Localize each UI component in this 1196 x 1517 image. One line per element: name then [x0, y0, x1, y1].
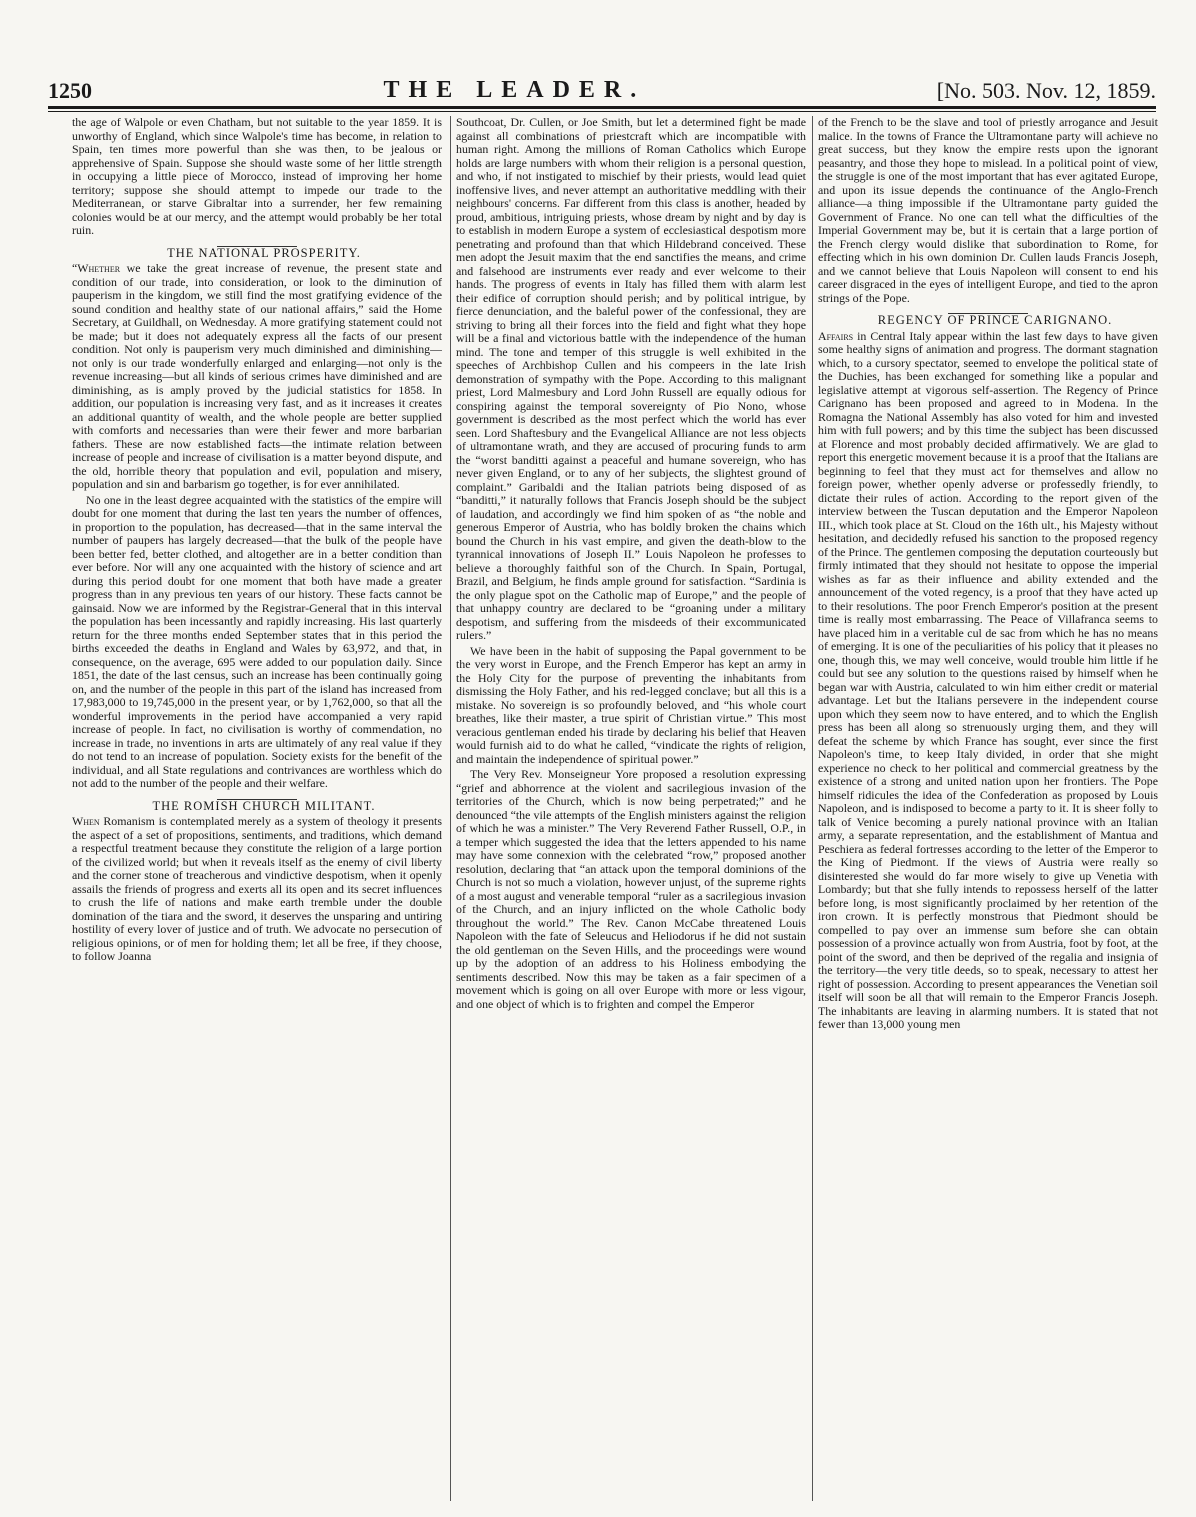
paragraph	[818, 330, 1158, 1032]
drop-word: When	[72, 814, 100, 828]
paragraph: We have been in the habit of supposing the Papal government to be the very worst in Europe, and the French Emperor has kept an army in the Holy City for the purpose of preventing the inhabitants from dismissing the Holy Father, and his red-legged conclave; but all this is a mistake. No sovereign is so profoundly beloved, and “his whole court breathes, like their master, a true spirit of Christian virtue.” This most veracious gentleman ended his tirade by declaring his belief that Heaven would furnish aid to do what he called, “vindicate the rights of religion, and maintain the independence of spiritual power.”	[456, 643, 806, 766]
masthead-rule-thin	[48, 111, 1156, 112]
column-1	[72, 116, 442, 1501]
paragraph: of the French to be the slave and tool of priestly arrogance and Jesuit malice. In the towns of France the Ultramontane party will achieve no great success, but they know the empire rests upon the ignorant peasantry, and those they hope to mislead. In a political point of view, the struggle is one of the most important that has ever agitated Europe, and upon its issue depends the continuance of the Anglo-French alliance—a thing impossible if the Ultramontane party guided the Government of France. No one can tell what the difficulties of the Imperial Government may be, but it is certain that a large portion of the French clergy would dislike that subordination to Rome, for effecting which in his own dominion Dr. Cullen lauds Francis Joseph, and we cannot believe that Louis Napoleon will consent to end his career disgraced in the eyes of intelligent Europe, and tied to the apron strings of the Pope.	[818, 116, 1158, 305]
paragraph-text: we take the great increase of revenue, the present state and condition of our trade, into consideration, or look to the diminution of pauperism in the kingdom, we still find the most gratifying evidence of the sound condition and healthy state of our national affairs,” said the Home Secretary, at Guildhall, on Wednesday. A more gratifying statement could not be made; but it does not adequately express all the facts of our present condition. Not only is pauperism very much diminished and diminishing—not only is our trade wonderfully enlarged and enlarging—not only is the revenue increasing—but all kinds of serious crimes have diminished and are diminishing, as is amply proved by the judicial statistics for 1858. In addition, our population is increasing very fast, and as it increases it creates an additional quantity of wealth, and the whole people are better supplied with comforts and necessaries than were their fewer and more barbarian fathers. These are now established facts—the intimate relation between increase of people and increase of civilisation is a matter beyond dispute, and the old, horrible theory that population and evil, population and misery, population and sin and barbarism go together, is for ever annihilated.	[72, 261, 442, 491]
masthead-rule	[48, 106, 1156, 109]
paragraph: The Very Rev. Monseigneur Yore proposed a resolution expressing “grief and abhorrence at the violent and sacrilegious invasion of the territories of the Church, which is now being perpetrated;” and he denounced “the vile attempts of the English ministers against the religion of which he was a minister.” The Very Reverend Father Russell, O.P., in a temper which suggested the idea that the letters appended to his name may have some connexion with the celebrated “row,” proposed another resolution, declaring that “an attack upon the temporal dominions of the Church is not so much a violation, however unjust, of the supreme rights of a most august and venerable temporal “ruler as a sacrilegious invasion of the Church, and an injury inflicted on the whole Catholic body throughout the world.” The Rev. Canon McCabe threatened Louis Napoleon with the fate of Seleucus and Heliodorus if he did not sustain the old gentleman on the Seven Hills, and the proceedings were wound up by the adoption of an address to his Holiness embodying the sentiments described. Now this may be taken as a fair specimen of a movement which is going on all over Europe with more or less vigour, and one object of which is to frighten and compel the Emperor	[456, 767, 806, 1011]
column-separator	[812, 116, 813, 1501]
section-heading-romish-church: THE ROMISH CHURCH MILITANT.	[152, 798, 376, 813]
column-2	[456, 116, 806, 1501]
paragraph: Southcoat, Dr. Cullen, or Joe Smith, but let a determined fight be made against all combinations of priestcraft which are incompatible with human right. Among the millions of Roman Catholics which Europe holds are large numbers with whom their religion is a personal question, and who, if not instigated to mischief by their priests, would lead quiet inoffensive lives, and never attempt an authoritative meddling with their neighbours' concerns. Far different from this class is another, headed by proud, ambitious, intriguing priests, whose dream by night and by day is to establish in modern Europe a system of ecclesiastical despotism more penetrating and profound than that which Hildebrand conceived. These men adopt the Jesuit maxim that the end sanctifies the means, and crime and falsehood are instruments ever ready and ever welcome to their hands. The progress of events in Italy has filled them with alarm lest their edifice of corruption should perish; and by political intrigue, by fierce denunciation, and the baleful power of the confessional, they are striving to bring all their forces into the field and fight what they hope will be a final and victorious battle with the independence of the human mind. The tone and temper of this struggle is well exhibited in the speeches of Archbishop Cullen and his compeers in the late Irish demonstration of sympathy with the Pope. According to this malignant priest, Lord Malmesbury and Lord John Russell are equally odious for conspiring against the temporal sovereignty of Pio Nono, whose government is described as the most perfect which the world has ever seen. Lord Shaftesbury and the Evangelical Alliance are not less objects of ultramontane wrath, and they are accused of procuring funds to arm the “worst banditti against a peaceful and humane sovereign, who has never given England, or to any of her subjects, the slightest ground of complaint.” Garibaldi and the Italian patriots being disposed of as “banditti,” it naturally follows that Francis Joseph should be the subject of laudation, and accordingly we find him spoken of as “the noble and generous Emperor of Austria, who has boldly broken the chains which bound the Church in his vast empire, and given the death-blow to the tyrannical innovations of Joseph II.” Louis Napoleon he professes to believe a thoroughly faithful son of the Church. In Spain, Portugal, Brazil, and Belgium, he finds ample ground for satisfaction. “Sardinia is the only plague spot on the Catholic map of Europe,” and the people of that unhappy country are declared to be “groaning under a military despotism, and suffering from the misdeeds of their excommunicated rulers.”	[456, 116, 806, 642]
publication-title: THE LEADER.	[383, 77, 646, 103]
paragraph	[72, 262, 442, 492]
masthead	[48, 72, 1156, 104]
drop-word: Affairs	[818, 328, 854, 343]
section-heading-national-prosperity: THE NATIONAL PROSPERITY.	[167, 245, 361, 260]
section-heading-regency: REGENCY OF PRINCE CARIGNANO.	[877, 313, 1113, 327]
page-number: 1250	[48, 78, 92, 103]
issue-info: [No. 503. Nov. 12, 1859.	[936, 78, 1156, 103]
paragraph-text: in Central Italy appear within the last few days to have given some healthy signs of animation and progress. The dormant stagnation which, to a cursory spectator, seemed to envelope the political state of the Duchies, has been exchanged for something like a popular and legislative attempt at vigorous self-assertion. The Regency of Prince Carignano has been proposed and agreed to in Modena. In the Romagna the National Assembly has also voted for him and invested him with full powers; and by this time the subject has been discussed at Florence and most probably decided affirmatively. We are glad to report this energetic movement because it is a proof that the Italians are beginning to feel that they must act for themselves and allow no foreign power, whether openly adverse or professedly friendly, to dictate their rules of action. According to the report given of the interview between the Tuscan deputation and the Emperor Napoleon III., which took place at St. Cloud on the 16th ult., his Majesty without hesitation, and decidedly refused his sanction to the proposed regency of the Prince. The gentlemen composing the deputation courteously but firmly intimated that they should not hesitate to oppose the imperial wishes as far as their influence and ability extended and the announcement of the voted regency, is a proof that they have acted up to their resolutions. The poor French Emperor's position at the present time is really most embarrassing. The Peace of Villafranca seems to have placed him in a veritable cul de sac from which he has no means of emerging. It is one of the peculiarities of his policy that it pleases no one, though this, we may well conceive, would trouble him little if he could but see any solution to the questions raised by himself when he began war with Austria, calculated to win him either credit or material advantage. Let but the Italians persevere in the independent course upon which they seem now to have entered, and to which the English press has been all along so strenuously urging them, and they will defeat the scheme by which France has sought, ever since the first Napoleon's time, to keep Italy divided, in order that she might experience no check to her political and commercial greatness by the existence of a strong and united nation upon her frontiers. The Pope himself ridicules the idea of the Confederation as proposed by Louis Napoleon, and is indisposed to become a party to it. It is sheer folly to talk of Venice becoming a purely national province with an Italian army, a separate representation, and the establishment of Mantua and Peschiera as federal fortresses according to the letter of the Emperor to the King of Piedmont. If the views of Austria were really so disinterested she would do far more wisely to give up Venetia with Lombardy; but that she fully intends to repossess herself of the latter before long, is most significantly proclaimed by her retention of the iron crown. It is perfectly monstrous that Piedmont should be compelled to pay over an immense sum before she can obtain possession of a province actually won from Austria, foot by foot, at the point of the sword, and then be deprived of the regalia and insignia of the territory—the very title deeds, so to speak, necessary to attest her right of possession. According to present appearances the Venetian soil itself will soon be all that will remain to the Emperor Francis Joseph. The inhabitants are leaving in alarming numbers. It is stated that not fewer than 13,000 young men	[818, 328, 1158, 1031]
drop-word: “Whether	[72, 261, 121, 275]
paragraph-text: Romanism is contemplated merely as a system of theology it presents the aspect of a set of propositions, sentiments, and traditions, which demand a respectful treatment because they constitute the religion of a large portion of the civilized world; but when it reveals itself as the enemy of civil liberty and the corner stone of treacherous and vindictive despotism, when it openly assails the friends of progress and exerts all its open and its secret influences to crush the life of nations and make earth tremble under the double domination of the tiara and the sword, it deserves the unsparing and untiring hostility of every lover of justice and of truth. We advocate no persecution of religious opinions, or of men for holding them; let all be free, if they choose, to follow Joanna	[72, 814, 442, 963]
paragraph: the age of Walpole or even Chatham, but not suitable to the year 1859. It is unworthy of England, which since Walpole's time has become, in relation to Spain, ten times more powerful than she was then, to be jealous or apprehensive of Spain. Suppose she should waste some of her little strength in occupying a little piece of Morocco, instead of improving her home territory; suppose she should attempt to impede our trade to the Mediterranean, or starve Gibraltar into a surrender, her few remaining colonies would be at our mercy, and the attempt would probably be her total ruin.	[72, 116, 442, 237]
column-separator	[450, 116, 451, 1501]
paragraph	[72, 815, 442, 964]
column-3	[818, 116, 1158, 1501]
paragraph: No one in the least degree acquainted with the statistics of the empire will doubt for one moment that during the last ten years the number of offences, in proportion to the population, has decreased—that in the same interval the number of paupers has largely decreased—that the bulk of the people have been better fed, better clothed, and altogether are in a better condition than ever before. Nor will any one acquainted with the history of science and art during this period doubt for one moment that both have made a greater progress than in any previous ten years of our history. These facts cannot be gainsaid. Now we are informed by the Registrar-General that in this interval the population has been incessantly and rapidly increasing. His last quarterly return for the three months ended September states that in this period the births exceeded the deaths in England and Wales by 63,972, and that, in consequence, on the average, 695 were added to our population daily. Since 1851, the date of the last census, such an increase has been continually going on, and the number of the people in this part of the island has increased from 17,983,000 to 19,745,000 in the present year, or by 1,762,000, so that all the wonderful improvements in the period have accompanied a very rapid increase of people. In fact, no civilisation is worthy of commendation, no increase in trade, no inventions in arts are ultimately of any real value if they do not tend to an increase of population. Society exists for the benefit of the individual, and all State regulations and contrivances are worthless which do not add to the number of the people and their welfare.	[72, 492, 442, 790]
